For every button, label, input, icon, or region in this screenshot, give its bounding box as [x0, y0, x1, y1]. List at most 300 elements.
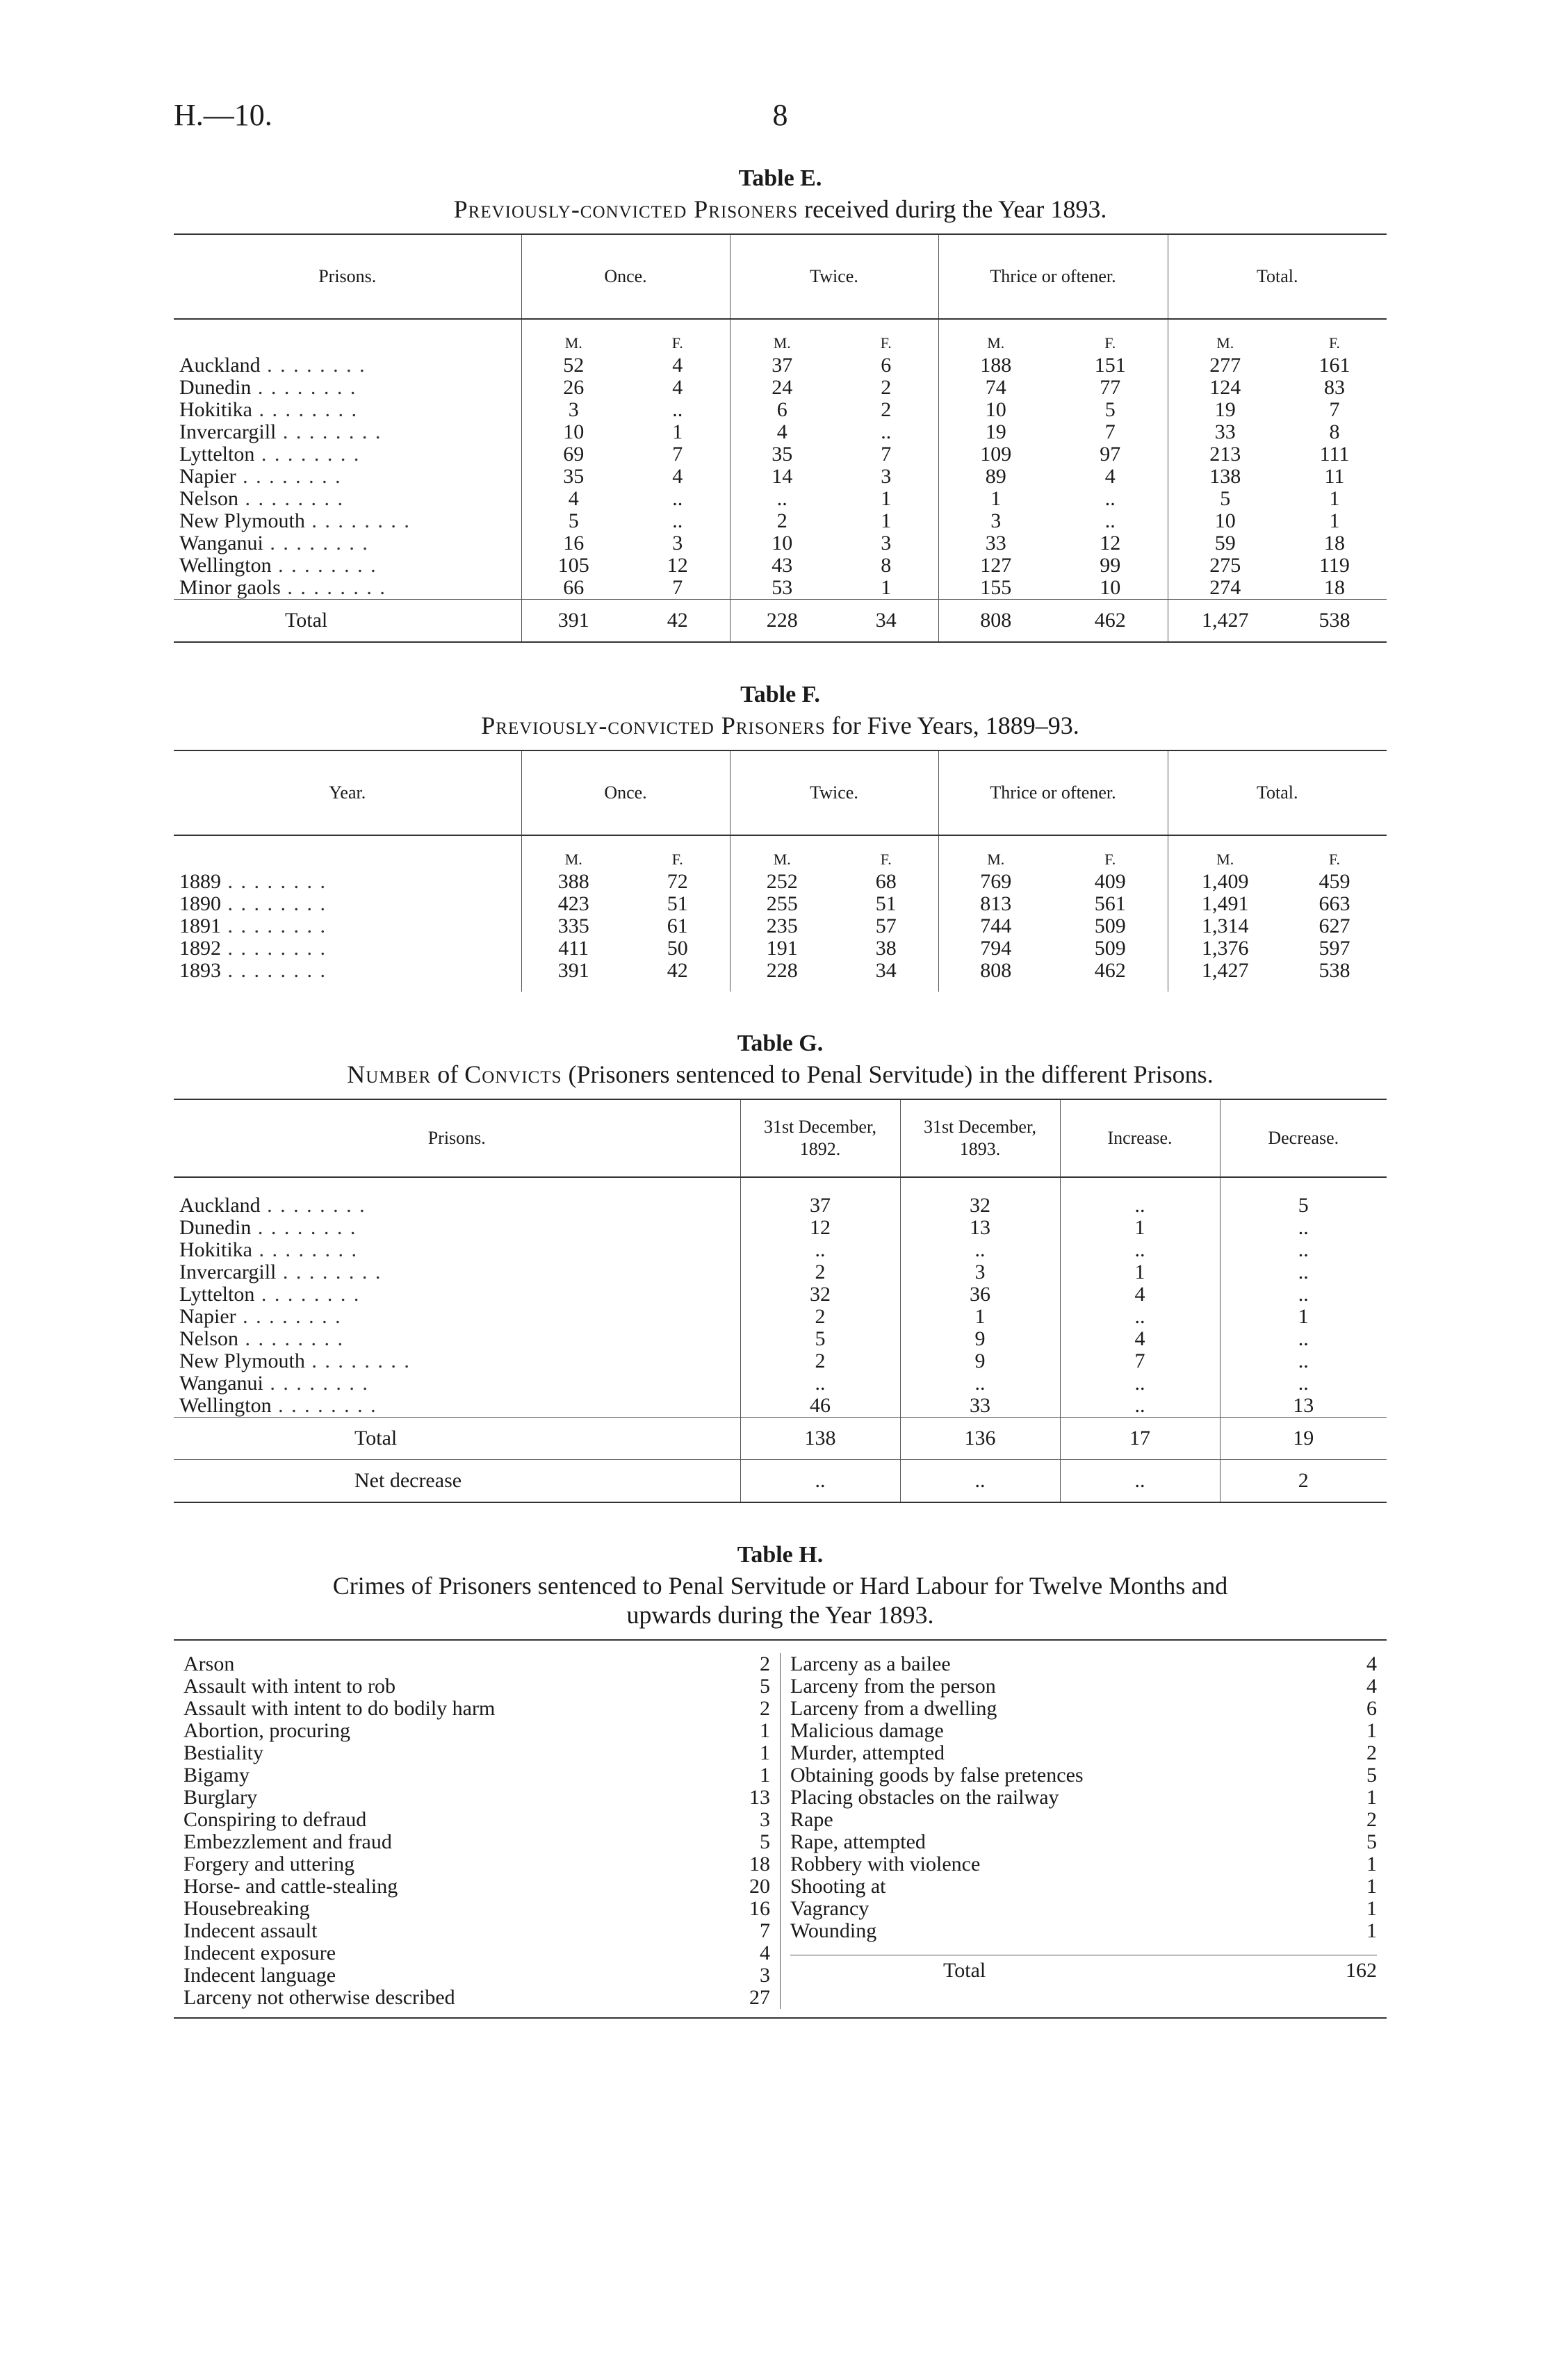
table-cell: 2 — [740, 1306, 900, 1328]
table-g — [174, 1099, 1387, 1503]
crime-count: 5 — [1366, 1764, 1377, 1787]
table-cell: 33 — [1168, 421, 1282, 443]
table-row — [174, 893, 1387, 915]
table-row — [174, 915, 1387, 937]
table-row — [174, 1395, 1387, 1418]
table-row — [174, 399, 1387, 421]
table-cell: .. — [900, 1460, 1060, 1503]
table-cell: 42 — [626, 600, 730, 643]
table-cell: 1 — [900, 1306, 1060, 1328]
table-cell: 462 — [1094, 959, 1126, 982]
list-item — [183, 1920, 770, 1942]
list-item — [183, 1742, 770, 1764]
col-prisons: Prisons. — [174, 234, 521, 319]
table-cell: 1 — [938, 488, 1053, 510]
crimes-right-column — [780, 1653, 1387, 2009]
table-row — [174, 871, 1387, 893]
table-cell: .. — [740, 1239, 900, 1261]
table-row — [174, 443, 1387, 466]
table-cell: 3 — [521, 399, 626, 421]
table-cell: 5 — [521, 510, 626, 532]
table-cell: 11 — [1324, 465, 1345, 488]
crime-label: Malicious damage — [790, 1719, 944, 1742]
table-cell: 2 — [740, 1350, 900, 1372]
list-item — [790, 1742, 1377, 1764]
row-label: 1889 . . — [174, 871, 521, 893]
table-cell: 188 — [938, 354, 1053, 377]
table-cell: 5 — [740, 1328, 900, 1350]
table-row — [174, 377, 1387, 399]
table-f-subtitle: Previously-convicted Prisoners for Five Years, 1889–93. — [481, 712, 1079, 739]
crime-label: Burglary — [183, 1786, 258, 1809]
crime-count: 1 — [1366, 1919, 1377, 1942]
sex-header-row: M. F. M. F. M. F. M. F. — [174, 835, 1387, 871]
crime-count: 5 — [1366, 1830, 1377, 1853]
col-thrice: Thrice or oftener. — [938, 750, 1168, 835]
table-row — [174, 1239, 1387, 1261]
crime-label: Larceny from the person — [790, 1675, 996, 1698]
crimes-left-column — [174, 1653, 780, 2009]
table-cell: 228 — [730, 600, 834, 643]
table-cell: .. — [881, 420, 892, 443]
row-label: Net decrease — [174, 1460, 740, 1503]
crime-label: Indecent exposure — [183, 1942, 336, 1964]
table-cell: .. — [1220, 1328, 1387, 1350]
table-cell: 7 — [1060, 1350, 1220, 1372]
crimes-total-row — [790, 1955, 1377, 1982]
table-cell: 33 — [900, 1395, 1060, 1418]
table-cell: 7 — [1329, 398, 1340, 421]
table-cell: 1,427 — [1168, 600, 1282, 643]
list-item — [183, 1831, 770, 1853]
table-row — [174, 1328, 1387, 1350]
table-cell: 1 — [1060, 1217, 1220, 1239]
table-g-caption: Table G. — [737, 1031, 824, 1056]
table-cell: 51 — [667, 892, 688, 915]
list-item — [183, 1987, 770, 2009]
crime-count: 6 — [1366, 1697, 1377, 1720]
row-label: Wellington . . — [174, 1395, 740, 1418]
table-cell: 17 — [1060, 1418, 1220, 1460]
table-cell: 335 — [521, 915, 626, 937]
table-cell: 213 — [1168, 443, 1282, 466]
crime-label: Abortion, procuring — [183, 1719, 350, 1742]
list-item — [183, 1675, 770, 1698]
table-cell: 4 — [730, 421, 834, 443]
table-cell: 138 — [740, 1418, 900, 1460]
table-row — [174, 354, 1387, 377]
sex-header-row: M. F. M. F. M. F. M. F. — [174, 319, 1387, 354]
table-row — [174, 532, 1387, 555]
crime-label: Placing obstacles on the railway — [790, 1786, 1059, 1809]
list-item — [790, 1853, 1377, 1876]
row-label: Wanganui . . — [174, 532, 521, 555]
list-item — [790, 1809, 1377, 1831]
crime-count: 13 — [749, 1786, 770, 1809]
crime-label: Indecent assault — [183, 1919, 318, 1942]
table-h-subtitle: Crimes of Prisoners sentenced to Penal Servitude or Hard Labour for Twelve Months and upwards during the Year 1893. — [332, 1572, 1228, 1629]
list-item — [790, 1653, 1377, 1675]
table-cell: 124 — [1168, 377, 1282, 399]
table-e — [174, 233, 1387, 643]
table-cell: .. — [1060, 1372, 1220, 1395]
row-label: Nelson . . — [174, 1328, 740, 1350]
table-cell: 69 — [521, 443, 626, 466]
table-cell: 97 — [1100, 443, 1121, 466]
table-cell: 769 — [938, 871, 1053, 893]
total-count: 162 — [1346, 1959, 1377, 1982]
row-label: Lyttelton . . — [174, 443, 521, 466]
row-label: Hokitika . . — [174, 1239, 740, 1261]
col-thrice: Thrice or oftener. — [938, 234, 1168, 319]
row-label: Napier . . — [174, 466, 521, 488]
row-label: Minor gaols . . — [174, 577, 521, 600]
table-cell: .. — [1060, 1177, 1220, 1217]
table-cell: 808 — [938, 960, 1053, 992]
table-cell: 3 — [938, 510, 1053, 532]
list-item — [790, 1831, 1377, 1853]
table-cell: 4 — [1060, 1328, 1220, 1350]
row-label: Wanganui . . — [174, 1372, 740, 1395]
table-cell: 10 — [730, 532, 834, 555]
table-cell: .. — [672, 487, 683, 510]
crime-count: 1 — [1366, 1853, 1377, 1876]
table-cell: .. — [1220, 1217, 1387, 1239]
col-year: Year. — [174, 750, 521, 835]
table-row — [174, 1306, 1387, 1328]
table-cell: 10 — [1168, 510, 1282, 532]
table-cell: 59 — [1168, 532, 1282, 555]
col-dec-1893: 31st December, 1893. — [900, 1099, 1060, 1177]
crime-count: 4 — [1366, 1652, 1377, 1675]
table-cell: 1 — [1060, 1261, 1220, 1283]
row-label: Invercargill . . — [174, 1261, 740, 1283]
table-cell: 155 — [938, 577, 1053, 600]
crime-label: Forgery and uttering — [183, 1853, 355, 1876]
crime-count: 1 — [760, 1719, 770, 1742]
crime-count: 4 — [760, 1942, 770, 1964]
crime-label: Assault with intent to rob — [183, 1675, 395, 1698]
table-cell: .. — [1220, 1261, 1387, 1283]
crime-label: Rape, attempted — [790, 1830, 926, 1853]
table-cell: 2 — [881, 398, 892, 421]
table-cell: 13 — [1220, 1395, 1387, 1418]
table-cell: 277 — [1168, 354, 1282, 377]
table-cell: .. — [1060, 1460, 1220, 1503]
table-cell: 3 — [672, 532, 683, 555]
list-item — [790, 1898, 1377, 1920]
table-cell: 8 — [881, 554, 892, 577]
crime-count: 20 — [749, 1875, 770, 1898]
row-label: Total — [174, 600, 521, 643]
table-cell: 509 — [1094, 914, 1126, 937]
table-cell: 8 — [1329, 420, 1340, 443]
table-cell: 24 — [730, 377, 834, 399]
crime-label: Assault with intent to do bodily harm — [183, 1697, 496, 1720]
table-cell: .. — [1220, 1350, 1387, 1372]
table-cell: 462 — [1053, 600, 1168, 643]
table-cell: .. — [1060, 1239, 1220, 1261]
list-item — [790, 1720, 1377, 1742]
table-cell: 9 — [900, 1350, 1060, 1372]
row-label: Nelson . . — [174, 488, 521, 510]
table-cell: 4 — [672, 376, 683, 399]
table-cell: 119 — [1319, 554, 1350, 577]
crime-count: 1 — [1366, 1719, 1377, 1742]
table-cell: 38 — [875, 937, 897, 960]
crime-count: 4 — [1366, 1675, 1377, 1698]
table-cell: 32 — [900, 1177, 1060, 1217]
table-cell: 411 — [521, 937, 626, 960]
crime-label: Larceny as a bailee — [790, 1652, 951, 1675]
crime-count: 27 — [749, 1986, 770, 2009]
table-cell: .. — [900, 1239, 1060, 1261]
table-cell: 252 — [730, 871, 834, 893]
list-item — [183, 1898, 770, 1920]
crime-count: 2 — [760, 1697, 770, 1720]
table-cell: 391 — [521, 960, 626, 992]
table-cell: .. — [672, 509, 683, 532]
table-row — [174, 937, 1387, 960]
col-twice: Twice. — [730, 750, 938, 835]
table-row — [174, 1217, 1387, 1239]
table-cell: 52 — [521, 354, 626, 377]
table-row — [174, 421, 1387, 443]
table-cell: 77 — [1100, 376, 1121, 399]
page-header — [174, 97, 1387, 153]
table-cell: 1,409 — [1168, 871, 1282, 893]
table-cell: 538 — [1319, 959, 1350, 982]
list-item — [183, 1653, 770, 1675]
list-item — [183, 1764, 770, 1787]
total-label: Total — [943, 1959, 986, 1982]
table-cell: 74 — [938, 377, 1053, 399]
table-cell: 2 — [740, 1261, 900, 1283]
table-cell: .. — [740, 1372, 900, 1395]
table-row — [174, 1372, 1387, 1395]
table-row — [174, 510, 1387, 532]
col-prisons: Prisons. — [174, 1099, 740, 1177]
table-cell: 1,491 — [1168, 893, 1282, 915]
table-cell: 34 — [875, 959, 897, 982]
list-item — [183, 1787, 770, 1809]
table-cell: 72 — [667, 870, 688, 893]
table-cell: .. — [1220, 1372, 1387, 1395]
table-cell: 19 — [938, 421, 1053, 443]
table-cell: 50 — [667, 937, 688, 960]
table-row — [174, 1261, 1387, 1283]
table-cell: 274 — [1168, 577, 1282, 600]
crime-count: 16 — [749, 1897, 770, 1920]
row-label: 1891 . . — [174, 915, 521, 937]
table-cell: 111 — [1319, 443, 1350, 466]
list-item — [183, 1720, 770, 1742]
crime-label: Robbery with violence — [790, 1853, 981, 1876]
table-row — [174, 555, 1387, 577]
table-f-caption: Table F. — [740, 682, 820, 707]
crime-label: Rape — [790, 1808, 833, 1831]
row-label: Dunedin . . — [174, 377, 521, 399]
table-e-caption: Table E. — [738, 165, 822, 191]
crime-count: 1 — [1366, 1786, 1377, 1809]
list-item — [790, 1787, 1377, 1809]
crime-label: Larceny from a dwelling — [790, 1697, 997, 1720]
table-cell: 10 — [521, 421, 626, 443]
table-cell: 105 — [521, 555, 626, 577]
table-cell: 7 — [672, 576, 683, 599]
crime-label: Vagrancy — [790, 1897, 870, 1920]
table-cell: 14 — [730, 466, 834, 488]
table-cell: 26 — [521, 377, 626, 399]
row-label: New Plymouth . . — [174, 510, 521, 532]
table-cell: 42 — [667, 959, 688, 982]
table-cell: 43 — [730, 555, 834, 577]
table-cell: 35 — [730, 443, 834, 466]
col-total: Total. — [1168, 750, 1387, 835]
crime-label: Wounding — [790, 1919, 877, 1942]
table-cell: 33 — [938, 532, 1053, 555]
table-cell: 51 — [875, 892, 897, 915]
table-cell: 136 — [900, 1418, 1060, 1460]
table-cell: 391 — [521, 600, 626, 643]
table-cell: 36 — [900, 1283, 1060, 1306]
table-cell: 161 — [1319, 354, 1350, 377]
table-cell: 597 — [1319, 937, 1350, 960]
table-cell: .. — [900, 1372, 1060, 1395]
table-cell: 1 — [1220, 1306, 1387, 1328]
table-cell: 813 — [938, 893, 1053, 915]
table-cell: 32 — [740, 1283, 900, 1306]
table-cell: 7 — [881, 443, 892, 466]
crime-label: Conspiring to defraud — [183, 1808, 367, 1831]
table-cell: 46 — [740, 1395, 900, 1418]
crime-label: Obtaining goods by false pretences — [790, 1764, 1084, 1787]
table-cell: 1 — [881, 487, 892, 510]
crime-count: 18 — [749, 1853, 770, 1876]
total-row — [174, 1460, 1387, 1503]
table-cell: 1 — [881, 509, 892, 532]
crime-label: Murder, attempted — [790, 1741, 945, 1764]
col-once: Once. — [521, 750, 730, 835]
table-cell: 561 — [1094, 892, 1126, 915]
table-cell: .. — [730, 488, 834, 510]
table-cell: 228 — [730, 960, 834, 992]
table-cell: 10 — [938, 399, 1053, 421]
table-cell: 1,427 — [1168, 960, 1282, 992]
list-item — [790, 1764, 1377, 1787]
col-increase: Increase. — [1060, 1099, 1220, 1177]
table-cell: 627 — [1319, 914, 1350, 937]
table-cell: 409 — [1094, 870, 1126, 893]
list-item — [183, 1942, 770, 1964]
row-label: Total — [174, 1418, 740, 1460]
table-cell: .. — [672, 398, 683, 421]
table-cell: 19 — [1168, 399, 1282, 421]
table-cell: .. — [1104, 509, 1116, 532]
crime-label: Bestiality — [183, 1741, 263, 1764]
row-label: Auckland . . — [174, 1177, 740, 1217]
table-cell: 18 — [1324, 576, 1345, 599]
document-reference: H.—10. — [174, 98, 272, 132]
crime-count: 3 — [760, 1808, 770, 1831]
table-cell: 191 — [730, 937, 834, 960]
table-cell: 6 — [881, 354, 892, 377]
row-label: Invercargill . . — [174, 421, 521, 443]
table-row — [174, 960, 1387, 992]
table-cell: 509 — [1094, 937, 1126, 960]
col-decrease: Decrease. — [1220, 1099, 1387, 1177]
table-h-caption: Table H. — [737, 1542, 824, 1568]
table-cell: .. — [1220, 1283, 1387, 1306]
list-item — [790, 1698, 1377, 1720]
table-row — [174, 488, 1387, 510]
table-cell: 61 — [667, 914, 688, 937]
table-cell: 99 — [1100, 554, 1121, 577]
crime-count: 3 — [760, 1964, 770, 1987]
table-cell: 2 — [730, 510, 834, 532]
row-label: Lyttelton . . — [174, 1283, 740, 1306]
table-cell: 12 — [740, 1217, 900, 1239]
table-cell: 538 — [1282, 600, 1387, 643]
table-cell: 66 — [521, 577, 626, 600]
table-cell: 275 — [1168, 555, 1282, 577]
crime-count: 1 — [1366, 1897, 1377, 1920]
row-label: New Plymouth . . — [174, 1350, 740, 1372]
table-cell: 235 — [730, 915, 834, 937]
row-label: Wellington . . — [174, 555, 521, 577]
table-cell: .. — [1220, 1239, 1387, 1261]
row-label: 1893 . . — [174, 960, 521, 992]
list-item — [790, 1920, 1377, 1942]
table-cell: 7 — [1104, 420, 1116, 443]
crime-label: Horse- and cattle-stealing — [183, 1875, 398, 1898]
table-cell: 423 — [521, 893, 626, 915]
col-total: Total. — [1168, 234, 1387, 319]
table-cell: 19 — [1220, 1418, 1387, 1460]
table-e-subtitle: Previously-convicted Prisoners received durirg the Year 1893. — [453, 195, 1107, 223]
table-cell: 4 — [672, 465, 683, 488]
crime-label: Housebreaking — [183, 1897, 310, 1920]
row-label: Napier . . — [174, 1306, 740, 1328]
table-cell: 34 — [834, 600, 938, 643]
table-cell: 35 — [521, 466, 626, 488]
page-number: 8 — [772, 98, 788, 132]
table-cell: 138 — [1168, 466, 1282, 488]
list-item — [790, 1675, 1377, 1698]
table-cell: 3 — [881, 532, 892, 555]
table-cell: 663 — [1319, 892, 1350, 915]
table-cell: 2 — [1220, 1460, 1387, 1503]
table-row — [174, 1350, 1387, 1372]
table-cell: 1 — [672, 420, 683, 443]
table-cell: 4 — [1060, 1283, 1220, 1306]
table-cell: 109 — [938, 443, 1053, 466]
table-cell: 5 — [1104, 398, 1116, 421]
table-cell: 808 — [938, 600, 1053, 643]
list-item — [183, 1698, 770, 1720]
table-cell: 5 — [1168, 488, 1282, 510]
table-cell: 4 — [521, 488, 626, 510]
table-cell: 151 — [1094, 354, 1126, 377]
table-cell: .. — [1060, 1395, 1220, 1418]
table-cell: 1,376 — [1168, 937, 1282, 960]
table-cell: 12 — [1100, 532, 1121, 555]
table-cell: 6 — [730, 399, 834, 421]
crime-count: 2 — [1366, 1808, 1377, 1831]
list-item — [183, 1876, 770, 1898]
table-cell: 7 — [672, 443, 683, 466]
table-cell: .. — [1060, 1306, 1220, 1328]
